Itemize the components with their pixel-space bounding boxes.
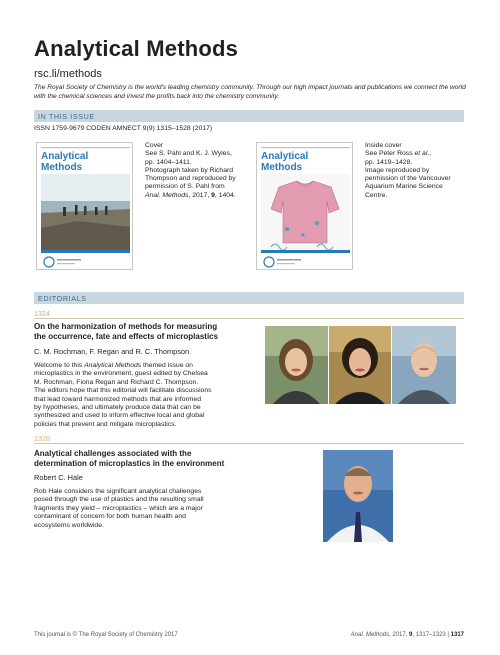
citation-year: , 2017, — [188, 191, 212, 199]
abstract-line — [34, 362, 262, 370]
abstract-text: Welcome to this — [34, 362, 85, 369]
cover-title-line1: Analytical — [41, 151, 89, 162]
inside-cover-line: permission of the Vancouver — [365, 175, 451, 183]
article-authors: C. M. Rochman, F. Regan and R. C. Thompson — [34, 347, 190, 356]
abstract-line: policies that prevent and mitigate microplastics. — [34, 420, 177, 428]
abstract-line: posed through the use of plastics and the resulting small — [34, 496, 204, 504]
article-divider — [34, 318, 464, 319]
article-title[interactable] — [34, 322, 274, 342]
inside-cover-caption — [365, 142, 470, 200]
inside-cover-title-line1: Analytical — [261, 151, 309, 162]
inside-cover-line — [365, 150, 470, 158]
article-authors: Robert C. Hale — [34, 473, 83, 482]
footer-citation — [300, 632, 464, 638]
cover-title-line2: Methods — [41, 162, 83, 173]
author-photo — [323, 450, 393, 542]
abstract-text: themed issue on — [141, 362, 193, 369]
abstract-line: Rob Hale considers the significant analytical challenges — [34, 488, 202, 495]
abstract-line: synthesized and used to inform effective local and global — [34, 412, 205, 420]
article-title-line: determination of microplastics in the environment — [34, 459, 225, 468]
cover-citation — [145, 192, 255, 200]
cover-line: Thompson and reproduced by — [145, 175, 236, 183]
citation-volume: 9 — [211, 191, 215, 199]
footer-page-number: 1317 — [450, 632, 464, 638]
inside-cover-comma: , — [429, 150, 432, 158]
footer-volume: 9 — [409, 632, 413, 638]
abstract-line: M. Rochman, Fiona Regan and Richard C. Thompson. — [34, 378, 199, 386]
cover-image[interactable] — [36, 142, 133, 270]
cover-line: Photograph taken by Richard — [145, 166, 234, 174]
author-photo — [329, 326, 391, 404]
abstract-line: by hypotheses, and ultimately produce data that can be — [34, 404, 201, 412]
journal-url[interactable]: rsc.li/methods — [34, 68, 102, 80]
footer-year: , 2017, — [389, 632, 410, 638]
citation-pages: , 1404. — [214, 191, 236, 199]
in-this-issue-bar: IN THIS ISSUE — [34, 110, 464, 122]
inside-cover-etal: et al. — [414, 150, 430, 158]
abstract-line: that lead toward harmonized methods that are informed — [34, 395, 201, 403]
issn-line: ISSN 1759-9679 CODEN AMNECT 9(9) 1315–1528 (2017) — [34, 125, 213, 132]
author-photo — [392, 326, 456, 404]
abstract-line: ecosystems worldwide. — [34, 521, 104, 529]
inside-cover-line: Image reproduced by — [365, 166, 430, 174]
article-title-line: On the harmonization of methods for measuring — [34, 322, 218, 331]
editorials-bar: EDITORIALS — [34, 292, 464, 304]
cover-heading: Cover — [145, 142, 164, 149]
article-abstract — [34, 488, 262, 530]
article-title[interactable] — [34, 449, 274, 469]
abstract-line: microplastics in the environment, guest edited by Chelsea — [34, 370, 208, 378]
inside-cover-line: Aquarium Marine Science — [365, 183, 443, 191]
cover-caption — [145, 142, 255, 200]
article-page-number: 1324 — [34, 309, 50, 318]
footer-pages: , 1317–1323 | — [412, 632, 451, 638]
inside-cover-line: Centre. — [365, 191, 388, 199]
abstract-line: contaminant of concern for both human health and — [34, 513, 186, 521]
footer-copyright: This journal is © The Royal Society of Chemistry 2017 — [34, 632, 178, 638]
inside-cover-line: pp. 1419–1428. — [365, 158, 413, 166]
citation-journal: Anal. Methods — [145, 191, 189, 199]
article-page-number: 1326 — [34, 434, 50, 443]
cover-line: pp. 1404–1411. — [145, 158, 192, 166]
article-abstract — [34, 362, 262, 429]
inside-cover-image[interactable] — [256, 142, 353, 270]
cover-line: See S. Pahl and K. J. Wyles, — [145, 150, 232, 158]
abstract-line: The editors hope that this editorial will facilitate discussions — [34, 387, 212, 395]
cover-line: permission of S. Pahl from — [145, 183, 225, 191]
inside-cover-see: See Peter Ross — [365, 150, 415, 158]
article-title-line: the occurrence, fate and effects of microplastics — [34, 332, 219, 341]
abstract-journal: Analytical Methods — [84, 362, 142, 369]
inside-cover-heading: Inside cover — [365, 142, 402, 149]
article-title-line: Analytical challenges associated with the — [34, 449, 192, 458]
footer-journal: Anal. Methods — [350, 632, 390, 638]
author-photo — [265, 326, 328, 404]
rsc-tagline: The Royal Society of Chemistry is the world's leading chemistry community. Through our high impact journals and publications we connect the world with the chemical sciences and invest the profits back into the chemistry community. — [34, 84, 466, 100]
journal-title: Analytical Methods — [34, 36, 239, 61]
abstract-line: fragments they yield – microplastics – which are a major — [34, 504, 203, 512]
inside-cover-title-line2: Methods — [261, 162, 303, 173]
article-divider — [34, 443, 464, 444]
